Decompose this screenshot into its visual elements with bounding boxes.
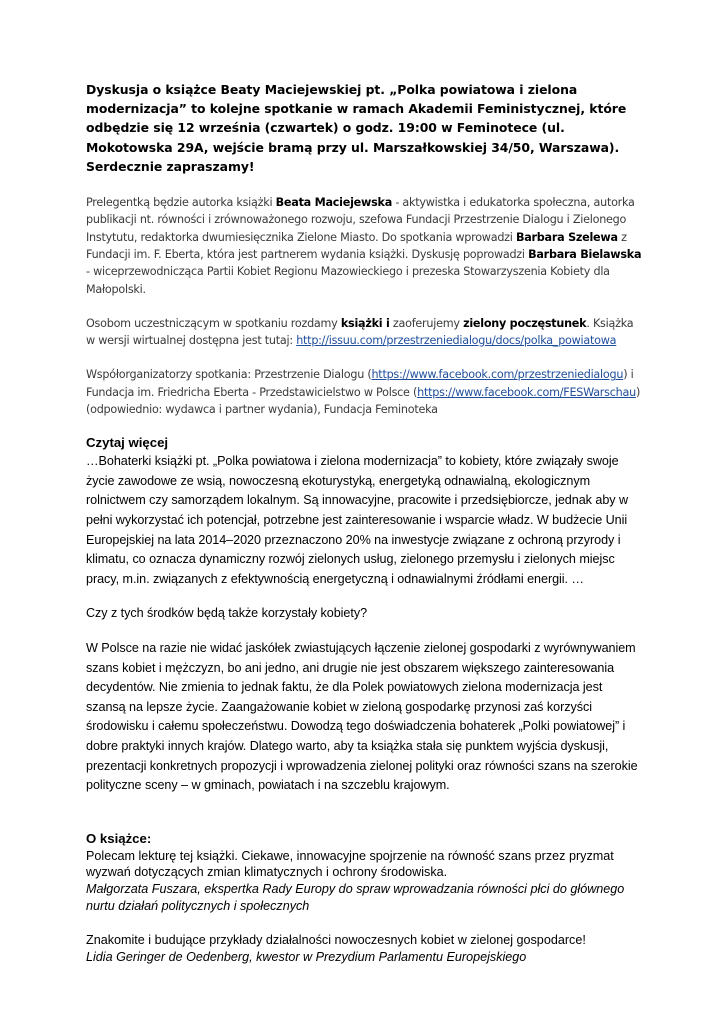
- text-run: Prelegentką będzie autorka książki: [86, 196, 276, 210]
- text-run: zaoferujemy: [389, 316, 464, 330]
- giveaway-paragraph: [86, 315, 642, 350]
- text-run: - wiceprzewodnicząca Partii Kobiet Regionu Mazowieckiego i prezeska Stowarzyszenia Kobiety dla Małopolski.: [86, 265, 610, 296]
- bold-text: zielony poczęstunek: [463, 316, 587, 330]
- text-run: Osobom uczestniczącym w spotkaniu rozdamy: [86, 316, 341, 330]
- read-more-paragraph-2: Czy z tych środków będą także korzystały kobiety?: [86, 606, 368, 621]
- read-more-heading: Czytaj więcej: [86, 435, 169, 451]
- speakers-paragraph: [86, 194, 642, 298]
- review-author-1: Małgorzata Fuszara, ekspertka Rady Europy do spraw wprowadzania równości płci do głównego nurtu działań politycznych i społecznych: [86, 881, 625, 913]
- fes-warschau-link[interactable]: https://www.facebook.com/FESWarschau: [417, 385, 636, 399]
- text-run: ) i Fundacja im. Friedricha Eberta - Przedstawicielstwo w Polsce (: [86, 368, 634, 399]
- read-more-paragraph-1: …Bohaterki książki pt. „Polka powiatowa i zielona modernizacja” to kobiety, które związały swoje życie zawodowe ze wsią, nowoczesną ekoturystyką, energetyką odnawialną, ekologicznym rolnictwem czy samorządem lokalnym. Są innowacyjne, pracowite i przedsiębiorcze, jednak aby w pełni wykorzystać ich potencjał, potrzebne jest zainteresowanie i wsparcie władz. W budżecie Unii Europejskiej na lata 2014–2020 przeznaczono 20% na inwestycje związane z ochroną przyrody i klimatu, co oznacza dynamiczny rozwój zielonych usług, zielonego przemysłu i zielonych miejsc pracy, m.in. związanych z efektywnością energetyczną i odnawialnymi źródłami energii. …: [86, 454, 629, 586]
- text-run: - aktywistka i edukatorka społeczna, autorka publikacji nt. równości i zrównoważonego rozwoju, szefowa Fundacji Przestrzenie Dialogu i Zielonego Instytutu, redaktorka dwumiesięcznika Zielone Miasto. Do spotkania wprowadzi: [86, 196, 635, 244]
- przestrzenie-dialogu-link[interactable]: https://www.facebook.com/przestrzeniedialogu: [371, 368, 624, 382]
- issuu-link[interactable]: http://issuu.com/przestrzeniedialogu/docs/polka_powiatowa: [296, 334, 617, 348]
- text-run: . Książka w wersji wirtualnej dostępna jest tutaj:: [86, 316, 634, 348]
- text-run: ) (odpowiednio: wydawca i partner wydania), Fundacja Feminoteka: [86, 385, 641, 416]
- bold-text: książki i: [340, 316, 390, 330]
- text-run: Współorganizatorzy spotkania: Przestrzenie Dialogu (: [86, 368, 372, 382]
- review-quote-1: Polecam lekturę tej książki. Ciekawe, innowacyjne spojrzenie na równość szans przez pryzmat wyzwań dotyczących zmian klimatycznych i ochrony środowiska.: [86, 848, 614, 880]
- moderator-name: Barbara Bielawska: [528, 247, 642, 261]
- review-author-2: Lidia Geringer de Oedenberg, kwestor w Prezydium Parlamentu Europejskiego: [86, 949, 527, 964]
- co-organizers-paragraph: [86, 366, 642, 418]
- document-page: [86, 80, 642, 965]
- event-intro: Dyskusja o książce Beaty Maciejewskiej pt. „Polka powiatowa i zielona modernizacja” to kolejne spotkanie w ramach Akademii Feministycznej, które odbędzie się 12 września (czwartek) o godz. 19:00 w Feminotece (ul. Mokotowska 29A, wejście bramą przy ul. Marszałkowskiej 34/50, Warszawa). Serdecznie zapraszamy!: [86, 82, 627, 174]
- read-more-paragraph-3: W Polsce na razie nie widać jaskółek zwiastujących łączenie zielonej gospodarki z wyrównywaniem szans kobiet i mężczyzn, bo ani jedno, ani drugie nie jest obszarem większego zainteresowania decydentów. Nie zmienia to jednak faktu, że dla Polek powiatowych zielona modernizacja jest szansą na lepsze życie. Zaangażowanie kobiet w zieloną gospodarkę przynosi zaś korzyści środowisku i całemu społeczeństwu. Dowodzą tego doświadczenia bohaterek „Polki powiatowej” i dobre praktyki innych krajów. Dlatego warto, aby ta książka stała się punktem wyjścia dyskusji, prezentacji konkretnych propozycji i wprowadzenia zielonej polityki oraz równości szans na szerokie polityczne sceny – w gminach, powiatach i na szczeblu krajowym.: [86, 641, 638, 793]
- speaker-name: Barbara Szelewa: [515, 230, 618, 244]
- about-book-heading: O książce:: [86, 830, 152, 846]
- text-run: z Fundacji im. F. Eberta, która jest partnerem wydania książki. Dyskusję poprowadzi: [86, 230, 627, 261]
- speaker-name: Beata Maciejewska: [275, 196, 393, 210]
- review-quote-2: Znakomite i budujące przykłady działalności nowoczesnych kobiet w zielonej gospodarce!: [86, 933, 586, 948]
